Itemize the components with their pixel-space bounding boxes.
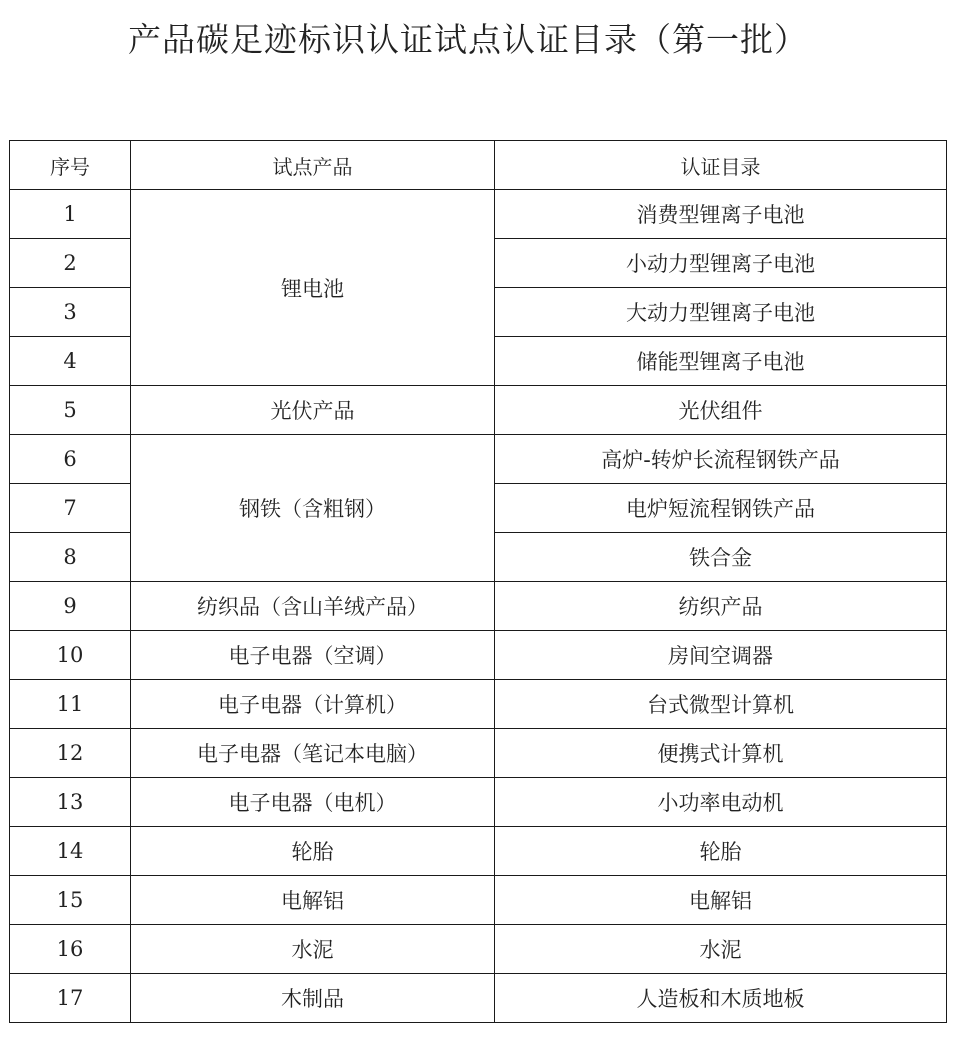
catalog-cell: 人造板和木质地板	[495, 974, 947, 1023]
row-number: 4	[10, 337, 131, 386]
product-cell: 钢铁（含粗钢）	[131, 435, 495, 582]
product-cell: 光伏产品	[131, 386, 495, 435]
header-product: 试点产品	[131, 141, 495, 190]
table-row	[10, 778, 947, 827]
row-number: 5	[10, 386, 131, 435]
catalog-cell: 台式微型计算机	[495, 680, 947, 729]
catalog-cell: 房间空调器	[495, 631, 947, 680]
catalog-cell: 光伏组件	[495, 386, 947, 435]
catalog-cell: 电炉短流程钢铁产品	[495, 484, 947, 533]
catalog-cell: 便携式计算机	[495, 729, 947, 778]
table-row	[10, 729, 947, 778]
table-row	[10, 190, 947, 239]
row-number: 14	[10, 827, 131, 876]
row-number: 16	[10, 925, 131, 974]
table-row	[10, 582, 947, 631]
row-number: 9	[10, 582, 131, 631]
product-cell: 电子电器（空调）	[131, 631, 495, 680]
table-row	[10, 680, 947, 729]
page-title: 产品碳足迹标识认证试点认证目录（第一批）	[128, 20, 808, 59]
product-cell: 电子电器（笔记本电脑）	[131, 729, 495, 778]
row-number: 6	[10, 435, 131, 484]
catalog-cell: 铁合金	[495, 533, 947, 582]
row-number: 1	[10, 190, 131, 239]
table-row	[10, 974, 947, 1023]
product-cell: 电子电器（电机）	[131, 778, 495, 827]
catalog-cell: 小动力型锂离子电池	[495, 239, 947, 288]
product-cell: 轮胎	[131, 827, 495, 876]
catalog-cell: 小功率电动机	[495, 778, 947, 827]
table-row	[10, 435, 947, 484]
row-number: 2	[10, 239, 131, 288]
catalog-cell: 储能型锂离子电池	[495, 337, 947, 386]
row-number: 12	[10, 729, 131, 778]
table-row	[10, 631, 947, 680]
table-row	[10, 386, 947, 435]
header-number: 序号	[10, 141, 131, 190]
product-cell: 锂电池	[131, 190, 495, 386]
table-row	[10, 876, 947, 925]
table-row	[10, 827, 947, 876]
catalog-cell: 大动力型锂离子电池	[495, 288, 947, 337]
catalog-cell: 轮胎	[495, 827, 947, 876]
row-number: 13	[10, 778, 131, 827]
product-cell: 纺织品（含山羊绒产品）	[131, 582, 495, 631]
product-cell: 电子电器（计算机）	[131, 680, 495, 729]
catalog-cell: 水泥	[495, 925, 947, 974]
certification-catalog-table	[9, 140, 947, 1023]
row-number: 10	[10, 631, 131, 680]
row-number: 8	[10, 533, 131, 582]
row-number: 15	[10, 876, 131, 925]
product-cell: 水泥	[131, 925, 495, 974]
catalog-cell: 消费型锂离子电池	[495, 190, 947, 239]
table-header-row	[10, 141, 947, 190]
catalog-cell: 高炉-转炉长流程钢铁产品	[495, 435, 947, 484]
product-cell: 木制品	[131, 974, 495, 1023]
row-number: 3	[10, 288, 131, 337]
row-number: 11	[10, 680, 131, 729]
table-row	[10, 925, 947, 974]
catalog-cell: 电解铝	[495, 876, 947, 925]
product-cell: 电解铝	[131, 876, 495, 925]
header-catalog: 认证目录	[495, 141, 947, 190]
catalog-cell: 纺织产品	[495, 582, 947, 631]
row-number: 17	[10, 974, 131, 1023]
row-number: 7	[10, 484, 131, 533]
